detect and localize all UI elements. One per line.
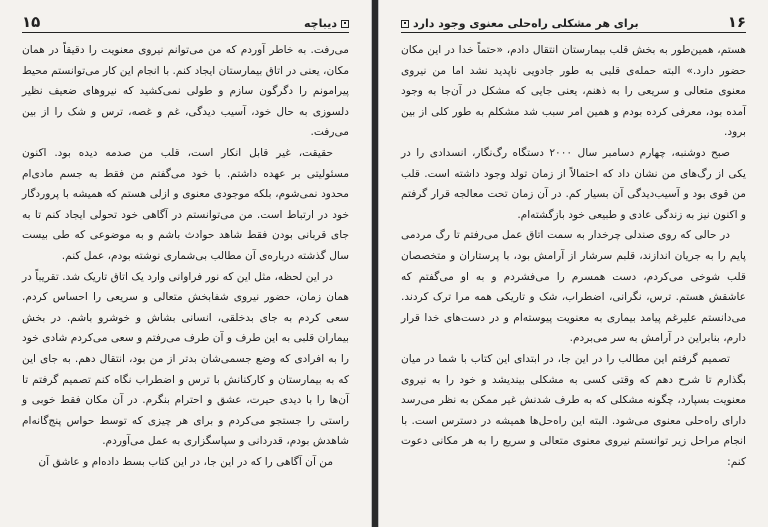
square-ornament-icon [341,20,349,28]
paragraph: در این لحظه، مثل این که نور فراوانی وارد یک اتاق تاریک شد. تقریباً در همان زمان، حضور نیروی شفابخش متعالی و سریعی را احساس کردم. سعی کردم به جای بدخلقی، انسانی بشاش و خوشرو باشم. در بخش بیماران قلبی به این طرف و آن طرف می‌رفتم و سعی می‌کردم شادی خود را به افرادی که وضع جسمی‌شان بدتر از من بود، انتقال دهم. به جای این که به بیمارستان و کارکنانش با ترس و اضطراب نگاه کنم تصمیم گرفتم تا آن‌ها را با دیدی حیرت، عشق و احترام بنگرم. در آن مکان فقط خوبی و راستی را جستجو می‌کردم و برای هر چیزی که توسط حواس پنج‌گانه‌ام شاهدش بودم، قدردانی و سپاسگزاری به عمل می‌آوردم. [22,270,349,448]
left-page [0,0,372,527]
left-page-running-title [304,17,349,30]
left-page-body [22,40,349,521]
right-page [378,0,768,527]
square-ornament-icon [401,20,409,28]
paragraph: در حالی که روی صندلی چرخدار به سمت اتاق عمل می‌رفتم تا رگ مردمی پایم را به جریان اندازند، قلبم سرشار از آرامش بود، با پرستاران و متخصصان قلب شوخی می‌کردم، دست همسرم را می‌فشردم و به او می‌گفتم که عاشقش هستم. ترس، نگرانی، اضطراب، شک و تاریکی همه مرا ترک کردند. می‌دانستم علیرغم پیامد بیماری به معنویت پیوسته‌ام و در دست‌های خدا قرار دارم، بنابراین در آرامش به سر می‌بردم. [401,229,746,345]
right-page-header [401,8,746,33]
paragraph: می‌رفت. به خاطر آوردم که من می‌توانم نیروی معنویت را دقیقاً در همان مکان، یعنی در اتاق بیمارستان ایجاد کنم. با انجام این کار می‌توانستم محیط پیرامونم را دگرگون سازم و طولی نمی‌کشید که نیروهای ضعیف نظیر دلسوزی به حال خود، آسیب دیدگی، غم و غصه، ترس و شک را از بین می‌رفت. [22,44,349,139]
left-page-number: ۱۵ [22,13,41,31]
right-page-running-title [401,17,639,30]
right-header-title: برای هر مشکلی راه‌حلی معنوی وجود دارد [413,17,639,30]
paragraph: من آن آگاهی را که در این جا، در این کتاب بسط داده‌ام و عاشق آن [38,455,333,468]
left-page-header [22,8,349,33]
right-page-number: ۱۶ [727,13,746,31]
paragraph: تصمیم گرفتم این مطالب را در این جا، در ابتدای این کتاب با شما در میان بگذارم تا شرح دهم که وقتی کسی به مشکلی بیندیشد و خود را به نیروی معنویت بسپارد، چگونه مشکلی که به طرف شدنش غیر ممکن به نظر می‌رسد دارای راه‌حلی معنوی می‌شود. البته این راه‌حل‌ها همیشه در دسترس است. با انجام مراحل زیر توانستم نیروی معنوی متعالی و سریع را به هر مکانی دعوت کنم: [401,352,746,468]
paragraph: حقیقت، غیر قابل انکار است، قلب من صدمه دیده بود. اکنون مسئولیتی بر عهده داشتم. با خود می‌گفتم من فقط به جسم مادی‌ام محدود نمی‌شوم، بلکه موجودی معنوی و ازلی هستم که همیشه با پروردگار خود در ارتباط است. من می‌توانستم در آگاهی خود تحولی ایجاد کنم تا به جای قربانی بودن فقط شاهد حوادث باشم و به موضوعی که طی بیست سال گذشته درباره‌ی آن مطالب بی‌شماری نوشته بودم، عمل کنم. [22,146,349,262]
right-page-body [401,40,746,521]
paragraph: هستم، همین‌طور به بخش قلب بیمارستان انتقال دادم، «حتماً خدا در این مکان حضور دارد.» البته حمله‌ی قلبی به طور جادویی ناپدید نشد اما من نیروی معنوی متعالی و سریعی را به ذهنم، یعنی جایی که مشکل در آن‌جا به وجود آمده بود، معرفی کرده بودم و همین امر سبب شد مشکلم به طور کلی از بین برود. [401,44,746,139]
paragraph: صبح دوشنبه، چهارم دسامبر سال ۲۰۰۰ دستگاه رگ‌نگار، انسدادی را در یکی از رگ‌های من نشان داد که احتمالاً از زمان تولد وجود داشته است. قلب من قوی بود و آسیب‌دیدگی آن بسیار کم. در آن زمان تحت معالجه قرار گرفتم و اکنون نیز به زندگی عادی و طبیعی خود بازگشته‌ام. [401,146,746,221]
left-header-title: دیباچه [304,17,337,30]
